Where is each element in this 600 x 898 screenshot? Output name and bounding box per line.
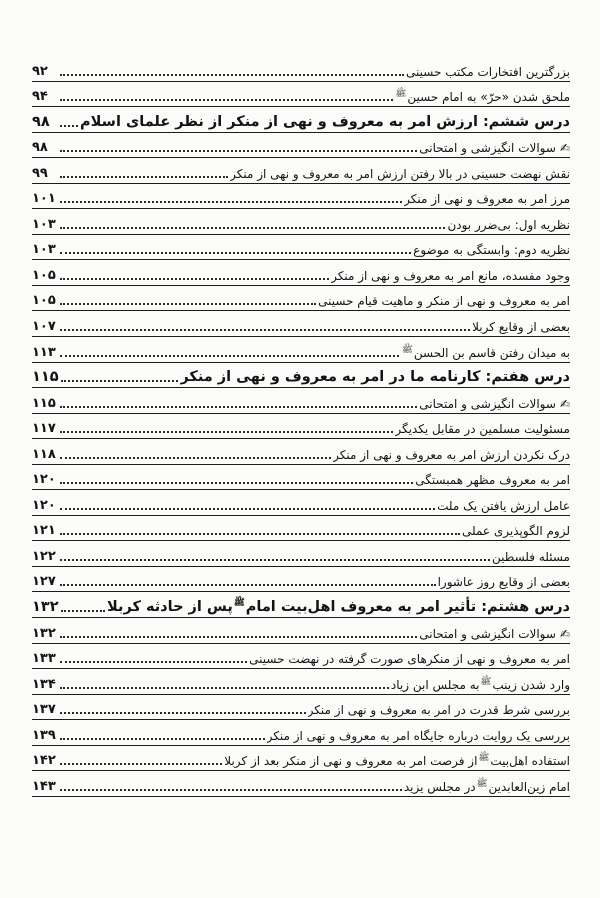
toc-entry — [32, 771, 570, 797]
chapter-heading — [32, 592, 570, 618]
entry-title — [413, 243, 570, 259]
dot-leader — [60, 175, 228, 178]
toc-entry — [32, 286, 570, 312]
toc-entry — [32, 56, 570, 82]
dot-leader — [60, 98, 393, 101]
entry-title — [224, 751, 570, 770]
entry-title — [249, 652, 570, 668]
page-number: ۱۱۵ — [32, 369, 59, 386]
entry-title — [391, 675, 570, 694]
entry-title-text: ملحق شدن «حرّ» به امام حسین — [407, 90, 570, 105]
toc-entry — [32, 669, 570, 695]
dot-leader — [60, 302, 316, 305]
page-number: ۱۳۹ — [32, 727, 56, 743]
page-number: ۱۳۲ — [32, 599, 59, 616]
entry-title — [462, 524, 570, 540]
entry-title-text: امر به معروف و نهی از منکرهای صورت گرفته در نهضت حسینی — [249, 652, 570, 667]
dot-leader — [60, 558, 490, 561]
honorific-glyph: ﷺ — [480, 676, 492, 687]
page-number: ۹۲ — [32, 63, 48, 79]
entry-title — [331, 269, 570, 285]
entry-title — [438, 575, 570, 591]
toc-entry — [32, 158, 570, 184]
dot-leader — [60, 405, 417, 408]
page-number: ۱۰۳ — [32, 242, 56, 258]
dot-leader — [61, 609, 105, 612]
toc-entry — [32, 490, 570, 516]
entry-title-text: وجود مفسده، مانع امر به معروف و نهی از منکر — [331, 268, 570, 283]
toc-entry — [32, 720, 570, 746]
dot-leader — [60, 149, 417, 152]
entry-title — [318, 294, 570, 310]
entry-title-text: نقش نهضت حسینی در بالا رفتن ارزش امر به معروف و نهی از منکر — [230, 166, 570, 181]
dot-leader — [60, 226, 445, 229]
entry-title — [395, 422, 570, 438]
dot-leader — [60, 277, 329, 280]
entry-title-text: استفاده اهل‌بیت — [490, 754, 570, 769]
toc-entry — [32, 618, 570, 644]
entry-title — [404, 777, 570, 796]
entry-title-text: امر به معروف و نهی از منکر و ماهیت قیام حسینی — [318, 294, 570, 309]
entry-title-text: سوالات انگیزشی و امتحانی — [419, 141, 556, 156]
entry-title-text: مسئولیت مسلمین در مقابل یکدیگر — [395, 422, 570, 437]
toc-entry — [32, 516, 570, 542]
entry-title — [333, 448, 570, 464]
entry-title — [230, 167, 570, 183]
page-number: ۱۲۱ — [32, 523, 56, 539]
page-number: ۱۴۳ — [32, 778, 56, 794]
entry-title — [472, 320, 570, 336]
dot-leader — [60, 456, 331, 459]
dot-leader — [60, 124, 78, 127]
dot-leader — [60, 251, 411, 254]
entry-title-text: درس هفتم: کارنامه ما در امر به معروف و نهی از منکر — [180, 369, 570, 386]
entry-title — [419, 141, 570, 157]
entry-title-text: لزوم الگوپذیری عملی — [461, 524, 570, 539]
entry-title — [419, 627, 570, 643]
toc-entry — [32, 184, 570, 210]
page-number: ۹۸ — [32, 113, 50, 130]
page-number: ۱۲۰ — [32, 497, 56, 513]
dot-leader — [60, 788, 402, 791]
page-number: ۱۳۴ — [32, 676, 56, 692]
chapter-heading — [32, 363, 570, 389]
toc-entry — [32, 235, 570, 261]
entry-title-text: درس هشتم: تأثیر امر به معروف اهل‌بیت امام — [245, 599, 570, 616]
toc-entry — [32, 541, 570, 567]
page-number: ۱۱۸ — [32, 446, 56, 462]
toc-entry — [32, 695, 570, 721]
entry-title-continuation: از فرصت امر به معروف و نهی از منکر بعد از کربلا — [224, 754, 478, 769]
dot-leader — [61, 379, 179, 382]
page-number: ۱۰۱ — [32, 191, 56, 207]
page-number: ۱۳۲ — [32, 625, 56, 641]
entry-title — [395, 87, 571, 106]
dot-leader — [60, 686, 389, 689]
page-number: ۱۰۵ — [32, 267, 56, 283]
entry-title-text: بعضی از وقایع کربلا — [472, 320, 570, 335]
entry-title — [107, 596, 570, 617]
dot-leader — [60, 583, 436, 586]
page-number: ۱۳۳ — [32, 651, 56, 667]
dot-leader — [60, 73, 404, 76]
entry-title — [437, 499, 570, 515]
page-number: ۱۱۵ — [32, 395, 56, 411]
page-number: ۱۰۳ — [32, 216, 56, 232]
entry-title-text: درک نکردن ارزش امر به معروف و نهی از منکر — [333, 447, 570, 462]
dot-leader — [60, 328, 470, 331]
entry-title-text: امر به معروف مظهر همبستگی — [415, 473, 570, 488]
toc-entry — [32, 260, 570, 286]
entry-title — [492, 550, 570, 566]
toc-entry — [32, 414, 570, 440]
entry-title-text: مسئله فلسطین — [492, 549, 570, 564]
toc-entry — [32, 337, 570, 363]
entry-title-text: به میدان رفتن قاسم بن الحسن — [413, 345, 570, 360]
page-number: ۱۴۲ — [32, 753, 56, 769]
dot-leader — [60, 430, 393, 433]
page-number: ۱۲۷ — [32, 574, 56, 590]
page-number: ۹۴ — [32, 89, 48, 105]
page-number: ۱۱۷ — [32, 421, 56, 437]
toc-entry — [32, 746, 570, 772]
entry-title-text: امام زین‌العابدین — [488, 779, 570, 794]
pen-icon: ✍ — [559, 141, 570, 156]
entry-title-continuation: در مجلس یزید — [403, 779, 476, 794]
toc-entry — [32, 644, 570, 670]
toc-entry — [32, 311, 570, 337]
entry-title-text: نظریه اول: بی‌ضرر بودن — [447, 217, 570, 232]
entry-title-text: نظریه دوم: وابستگی به موضوع — [413, 243, 570, 258]
entry-title — [180, 369, 570, 387]
table-of-contents — [32, 56, 570, 797]
page-number: ۹۸ — [32, 140, 48, 156]
page-number: ۱۲۲ — [32, 548, 56, 564]
dot-leader — [60, 481, 413, 484]
page-number: ۱۱۳ — [32, 344, 56, 360]
page-number: ۹۹ — [32, 165, 48, 181]
entry-title-text: بررسی یک روایت درباره جایگاه امر به معروف و نهی از منکر — [266, 728, 570, 743]
dot-leader — [60, 762, 222, 765]
entry-title — [406, 65, 570, 81]
honorific-glyph: ﷺ — [233, 598, 245, 609]
honorific-glyph: ﷺ — [476, 778, 488, 789]
page-number: ۱۲۰ — [32, 472, 56, 488]
entry-title-text: بررسی شرط قدرت در امر به معروف و نهی از منکر — [307, 703, 570, 718]
entry-title — [415, 473, 570, 489]
toc-entry — [32, 388, 570, 414]
entry-title-continuation: پس از حادثه کربلا — [106, 599, 233, 616]
dot-leader — [60, 660, 247, 663]
honorific-glyph: ﷺ — [395, 89, 407, 100]
entry-title — [308, 703, 570, 719]
dot-leader — [60, 635, 417, 638]
entry-title-text: عامل ارزش یافتن یک ملت — [437, 498, 570, 513]
dot-leader — [60, 737, 265, 740]
entry-title-continuation: به مجلس ابن زیاد — [390, 677, 480, 692]
entry-title-text: سوالات انگیزشی و امتحانی — [419, 396, 556, 411]
toc-entry — [32, 567, 570, 593]
honorific-glyph: ﷺ — [402, 344, 413, 355]
entry-title-text: سوالات انگیزشی و امتحانی — [419, 626, 556, 641]
pen-icon: ✍ — [559, 396, 570, 411]
dot-leader — [60, 532, 460, 535]
dot-leader — [60, 711, 306, 714]
entry-title-text: بزرگترین افتخارات مکتب حسینی — [406, 64, 570, 79]
entry-title — [419, 397, 570, 413]
entry-title — [267, 729, 570, 745]
page-number: ۱۰۷ — [32, 319, 56, 335]
toc-entry — [32, 209, 570, 235]
dot-leader — [60, 507, 435, 510]
entry-title — [447, 218, 570, 234]
honorific-glyph: ﷺ — [478, 753, 490, 764]
entry-title — [401, 343, 570, 362]
entry-title-text: بعضی از وقایع روز عاشورا — [437, 575, 570, 590]
entry-title-text: وارد شدن زینب — [492, 677, 570, 692]
pen-icon: ✍ — [559, 626, 570, 641]
page-number: ۱۳۷ — [32, 702, 56, 718]
toc-entry — [32, 439, 570, 465]
toc-entry — [32, 465, 570, 491]
entry-title — [80, 114, 570, 132]
toc-entry — [32, 133, 570, 159]
chapter-heading — [32, 107, 570, 133]
toc-entry — [32, 82, 570, 108]
entry-title-text: درس ششم: ارزش امر به معروف و نهی از منکر از نظر علمای اسلام — [80, 113, 570, 130]
entry-title — [404, 192, 570, 208]
entry-title-text: مرز امر به معروف و نهی از منکر — [404, 192, 570, 207]
dot-leader — [60, 354, 399, 357]
dot-leader — [60, 200, 402, 203]
page-number: ۱۰۵ — [32, 293, 56, 309]
